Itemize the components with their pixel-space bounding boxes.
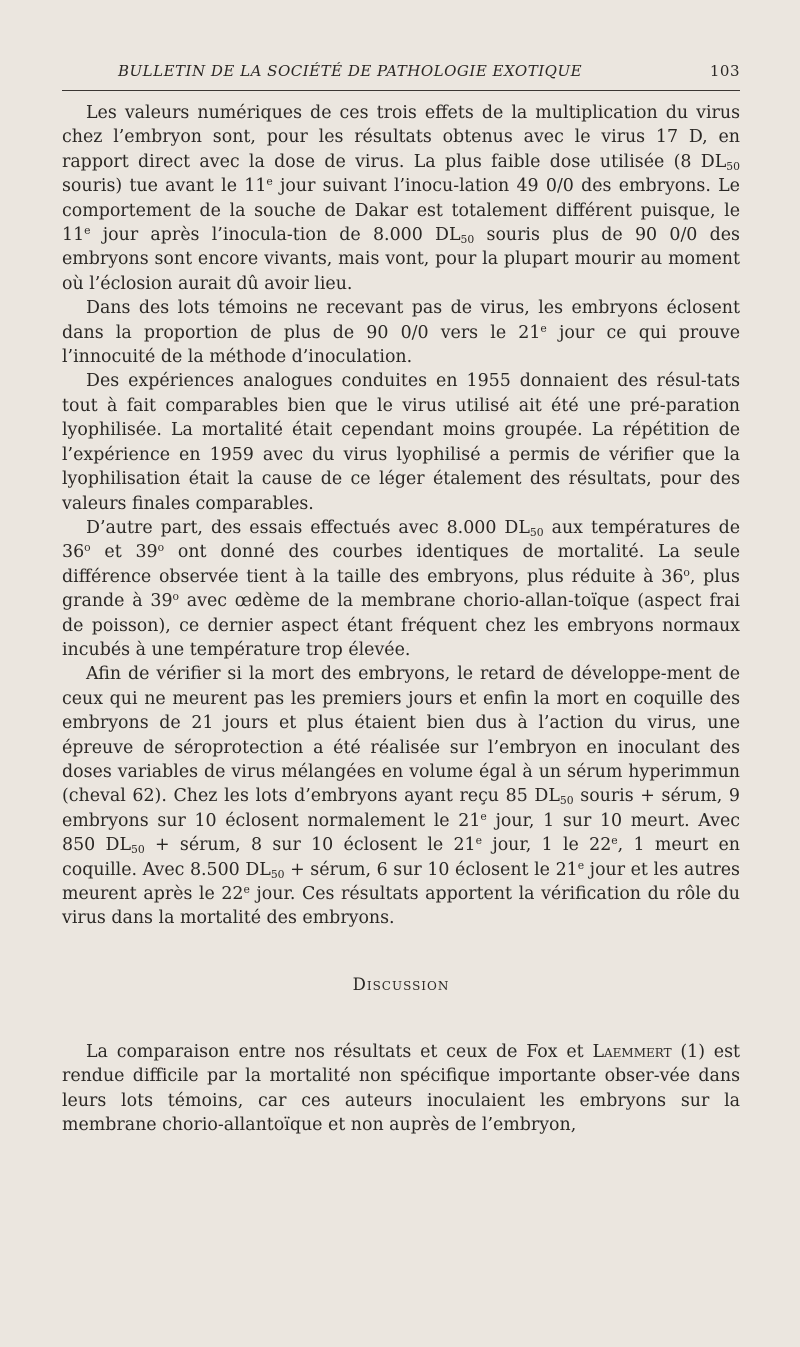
article-body <box>62 101 740 1137</box>
running-header <box>62 62 740 91</box>
journal-title: BULLETIN DE LA SOCIÉTÉ DE PATHOLOGIE EXOTIQUE <box>118 62 583 80</box>
section-heading-discussion: Discussion <box>352 974 450 994</box>
page-number: 103 <box>709 62 740 80</box>
author-name: Laemmert <box>592 1041 672 1062</box>
paragraph-1: Les valeurs numériques de ces trois effets de la multiplication du virus chez l’embryon sont, pour les résultats obtenus avec le virus 17 D, en rapport direct avec la dose de virus. La plus faible dose utilisée (8 $DL_{50}$ souris) tue avant le 11e jour suivant l’inocu-lation 49 0/0 des embryons. Le comportement de la souche de Dakar est totalement différent puisque, le 11e jour après l’inocula-tion de 8.000 $DL_{50}$ souris plus de 90 0/0 des embryons sont encore vivants, mais vont, pour la plupart mourir au moment où l’éclosion aurait dû avoir lieu. <box>62 103 740 294</box>
paragraph-3: Des expériences analogues conduites en 1955 donnaient des résul-tats tout à fait comparables bien que le virus utilisé ait été une pré-paration lyophilisée. La mortalité était cependant moins groupée. La répétition de l’expérience en 1959 avec du virus lyophilisé a permis de vérifier que la lyophilisation était la cause de ce léger étalement des résultats, pour des valeurs finales comparables. <box>62 371 740 514</box>
paragraph-6: La comparaison entre nos résultats et ceux de Fox et Laemmert (1) est rendue difficile par la mortalité non spécifique importante obser-vée dans leurs lots témoins, car ces auteurs inoculaient les embryons sur la membrane chorio-allantoïque et non auprès de l’embryon, <box>62 1041 740 1136</box>
journal-page <box>62 62 740 1137</box>
paragraph-5: Afin de vérifier si la mort des embryons, le retard de développe-ment de ceux qui ne meurent pas les premiers jours et enfin la mort en coquille des embryons de 21 jours et plus étaient bien dus à l’action du virus, une épreuve de séroprotection a été réalisée sur l’embryon en inoculant des doses variables de virus mélangées en volume égal à un sérum hyperimmun (cheval 62). Chez les lots d’embryons ayant reçu 85 $DL_{50}$ souris + sérum, 9 embryons sur 10 éclosent normalement le 21e jour, 1 sur 10 meurt. Avec 850 $DL_{50}$ + sérum, 8 sur 10 éclosent le 21e jour, 1 le 22e, 1 meurt en coquille. Avec 8.500 $DL_{50}$ + sérum, 6 sur 10 éclosent le 21e jour et les autres meurent après le 22e jour. Ces résultats apportent la vérification du rôle du virus dans la mortalité des embryons. <box>62 664 740 929</box>
paragraph-4: D’autre part, des essais effectués avec 8.000 $DL_{50}$ aux températures de 36$^o$ et 39$^o$ ont donné des courbes identiques de mortalité. La seule différence observée tient à la taille des embryons, plus réduite à 36$^o$, plus grande à 39$^o$ avec œdème de la membrane chorio-allan-toïque (aspect frai de poisson), ce dernier aspect étant fréquent chez les embryons normaux incubés à une température trop élevée. <box>62 517 741 660</box>
paragraph-2: Dans des lots témoins ne recevant pas de virus, les embryons éclosent dans la proportion de plus de 90 0/0 vers le 21e jour ce qui prouve l’innocuité de la méthode d’inoculation. <box>62 298 740 368</box>
